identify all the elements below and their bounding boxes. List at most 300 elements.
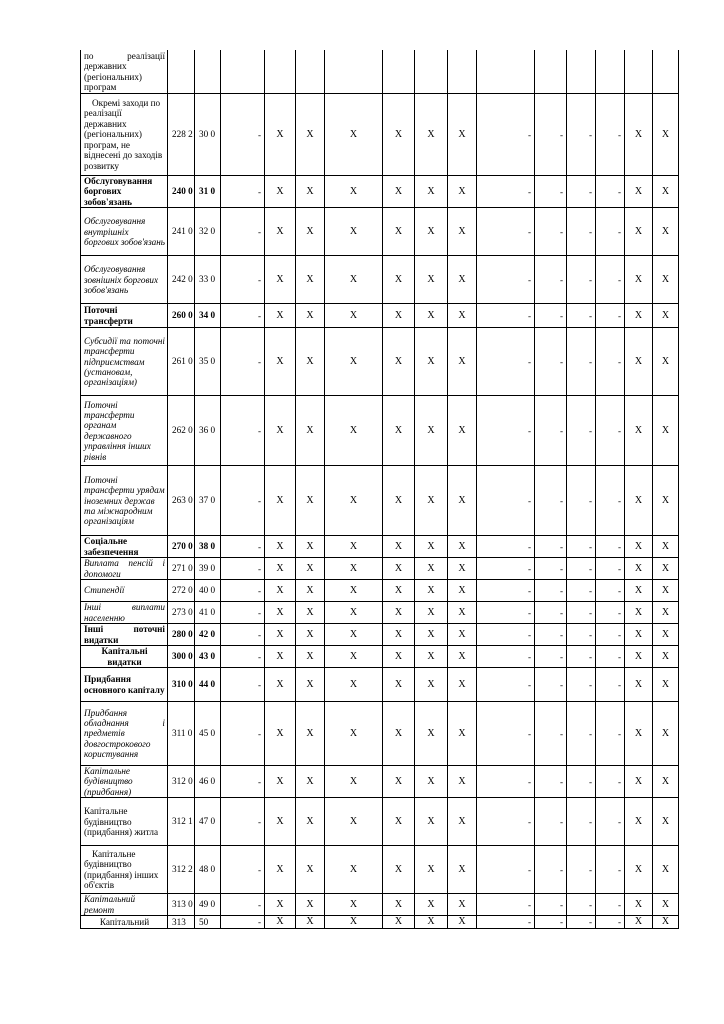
x-cell: X bbox=[265, 328, 296, 396]
dash-cell: - bbox=[596, 602, 625, 624]
table-row bbox=[81, 536, 678, 558]
dash-cell: - bbox=[477, 702, 535, 766]
x-cell: X bbox=[265, 208, 296, 256]
dash-cell: - bbox=[477, 798, 535, 846]
row-label: Поточні трансферти урядам іноземних держав та міжнародним організаціям bbox=[81, 466, 168, 536]
x-cell: X bbox=[625, 916, 653, 929]
dash-cell: - bbox=[596, 176, 625, 208]
table-row bbox=[81, 396, 678, 466]
dash-cell: - bbox=[535, 798, 567, 846]
dash-cell: - bbox=[567, 798, 596, 846]
row-code: 273 0 bbox=[168, 602, 195, 624]
row-line-number: 40 0 bbox=[195, 580, 221, 602]
x-cell: X bbox=[653, 602, 678, 624]
row-line-number: 50 bbox=[195, 916, 221, 929]
dash-cell: - bbox=[477, 646, 535, 668]
row-code: 312 1 bbox=[168, 798, 195, 846]
dash-cell: - bbox=[221, 766, 265, 798]
x-cell: X bbox=[325, 798, 383, 846]
dash-cell: - bbox=[477, 580, 535, 602]
table-row bbox=[81, 208, 678, 256]
table-row bbox=[81, 50, 678, 94]
dash-cell: - bbox=[477, 396, 535, 466]
table-row bbox=[81, 846, 678, 894]
empty-cell bbox=[325, 50, 383, 94]
dash-cell: - bbox=[535, 624, 567, 646]
x-cell: X bbox=[325, 602, 383, 624]
x-cell: X bbox=[625, 304, 653, 328]
x-cell: X bbox=[383, 602, 415, 624]
x-cell: X bbox=[325, 766, 383, 798]
x-cell: X bbox=[383, 328, 415, 396]
table-row bbox=[81, 176, 678, 208]
dash-cell: - bbox=[477, 536, 535, 558]
dash-cell: - bbox=[535, 176, 567, 208]
row-code: 228 2 bbox=[168, 94, 195, 176]
x-cell: X bbox=[415, 558, 448, 580]
dash-cell: - bbox=[596, 256, 625, 304]
dash-cell: - bbox=[596, 702, 625, 766]
x-cell: X bbox=[415, 766, 448, 798]
table-row bbox=[81, 646, 678, 668]
x-cell: X bbox=[265, 668, 296, 702]
empty-cell bbox=[221, 50, 265, 94]
row-label: Обслуговування внутрішніх боргових зобов'язань bbox=[81, 208, 168, 256]
dash-cell: - bbox=[567, 558, 596, 580]
row-line-number: 47 0 bbox=[195, 798, 221, 846]
x-cell: X bbox=[383, 894, 415, 916]
x-cell: X bbox=[625, 536, 653, 558]
row-code: 241 0 bbox=[168, 208, 195, 256]
x-cell: X bbox=[625, 894, 653, 916]
x-cell: X bbox=[448, 624, 477, 646]
x-cell: X bbox=[415, 94, 448, 176]
x-cell: X bbox=[653, 304, 678, 328]
x-cell: X bbox=[265, 256, 296, 304]
x-cell: X bbox=[653, 176, 678, 208]
x-cell: X bbox=[296, 466, 325, 536]
x-cell: X bbox=[653, 466, 678, 536]
row-label: Капітальне будівництво (придбання) інших об'єктів bbox=[81, 846, 168, 894]
dash-cell: - bbox=[567, 208, 596, 256]
dash-cell: - bbox=[221, 646, 265, 668]
x-cell: X bbox=[265, 624, 296, 646]
x-cell: X bbox=[448, 702, 477, 766]
row-line-number bbox=[195, 50, 221, 94]
dash-cell: - bbox=[567, 602, 596, 624]
x-cell: X bbox=[325, 624, 383, 646]
dash-cell: - bbox=[596, 558, 625, 580]
row-line-number: 33 0 bbox=[195, 256, 221, 304]
dash-cell: - bbox=[567, 916, 596, 929]
x-cell: X bbox=[296, 256, 325, 304]
x-cell: X bbox=[296, 328, 325, 396]
dash-cell: - bbox=[221, 558, 265, 580]
x-cell: X bbox=[448, 894, 477, 916]
x-cell: X bbox=[383, 580, 415, 602]
dash-cell: - bbox=[567, 894, 596, 916]
row-label: Придбання обладнання і предметів довгострокового користування bbox=[81, 702, 168, 766]
empty-cell bbox=[535, 50, 567, 94]
dash-cell: - bbox=[477, 304, 535, 328]
empty-cell bbox=[296, 50, 325, 94]
x-cell: X bbox=[448, 304, 477, 328]
row-code: 311 0 bbox=[168, 702, 195, 766]
x-cell: X bbox=[296, 396, 325, 466]
x-cell: X bbox=[415, 304, 448, 328]
x-cell: X bbox=[265, 894, 296, 916]
x-cell: X bbox=[325, 668, 383, 702]
x-cell: X bbox=[625, 798, 653, 846]
dash-cell: - bbox=[535, 702, 567, 766]
x-cell: X bbox=[625, 94, 653, 176]
dash-cell: - bbox=[567, 328, 596, 396]
x-cell: X bbox=[415, 798, 448, 846]
x-cell: X bbox=[325, 646, 383, 668]
dash-cell: - bbox=[567, 536, 596, 558]
dash-cell: - bbox=[535, 668, 567, 702]
row-code: 240 0 bbox=[168, 176, 195, 208]
x-cell: X bbox=[265, 766, 296, 798]
dash-cell: - bbox=[221, 580, 265, 602]
x-cell: X bbox=[653, 916, 678, 929]
x-cell: X bbox=[653, 256, 678, 304]
row-line-number: 45 0 bbox=[195, 702, 221, 766]
x-cell: X bbox=[325, 94, 383, 176]
x-cell: X bbox=[653, 766, 678, 798]
table-row bbox=[81, 304, 678, 328]
dash-cell: - bbox=[535, 536, 567, 558]
x-cell: X bbox=[265, 396, 296, 466]
x-cell: X bbox=[265, 580, 296, 602]
x-cell: X bbox=[448, 846, 477, 894]
dash-cell: - bbox=[477, 846, 535, 894]
dash-cell: - bbox=[477, 766, 535, 798]
x-cell: X bbox=[296, 702, 325, 766]
x-cell: X bbox=[448, 668, 477, 702]
x-cell: X bbox=[265, 176, 296, 208]
empty-cell bbox=[596, 50, 625, 94]
x-cell: X bbox=[415, 846, 448, 894]
x-cell: X bbox=[625, 208, 653, 256]
dash-cell: - bbox=[596, 668, 625, 702]
x-cell: X bbox=[653, 558, 678, 580]
dash-cell: - bbox=[596, 624, 625, 646]
x-cell: X bbox=[415, 646, 448, 668]
dash-cell: - bbox=[477, 208, 535, 256]
x-cell: X bbox=[653, 580, 678, 602]
row-label: Капітальний ремонт bbox=[81, 894, 168, 916]
x-cell: X bbox=[296, 208, 325, 256]
row-label: Виплата пенсій і допомоги bbox=[81, 558, 168, 580]
x-cell: X bbox=[325, 256, 383, 304]
row-code: 260 0 bbox=[168, 304, 195, 328]
row-label: по реалізації державних (регіональних) програм bbox=[81, 50, 168, 94]
table-row bbox=[81, 702, 678, 766]
row-line-number: 46 0 bbox=[195, 766, 221, 798]
x-cell: X bbox=[296, 94, 325, 176]
x-cell: X bbox=[383, 304, 415, 328]
row-line-number: 41 0 bbox=[195, 602, 221, 624]
row-line-number: 44 0 bbox=[195, 668, 221, 702]
dash-cell: - bbox=[567, 580, 596, 602]
x-cell: X bbox=[625, 396, 653, 466]
dash-cell: - bbox=[221, 602, 265, 624]
empty-cell bbox=[567, 50, 596, 94]
x-cell: X bbox=[325, 894, 383, 916]
table-row bbox=[81, 916, 678, 929]
empty-cell bbox=[448, 50, 477, 94]
x-cell: X bbox=[625, 580, 653, 602]
table-row bbox=[81, 558, 678, 580]
x-cell: X bbox=[265, 304, 296, 328]
row-line-number: 48 0 bbox=[195, 846, 221, 894]
row-line-number: 42 0 bbox=[195, 624, 221, 646]
row-line-number: 37 0 bbox=[195, 466, 221, 536]
dash-cell: - bbox=[477, 624, 535, 646]
row-code: 312 2 bbox=[168, 846, 195, 894]
dash-cell: - bbox=[535, 328, 567, 396]
x-cell: X bbox=[625, 176, 653, 208]
x-cell: X bbox=[383, 208, 415, 256]
row-label: Поточні трансферти bbox=[81, 304, 168, 328]
dash-cell: - bbox=[567, 256, 596, 304]
x-cell: X bbox=[625, 624, 653, 646]
x-cell: X bbox=[415, 328, 448, 396]
dash-cell: - bbox=[535, 602, 567, 624]
dash-cell: - bbox=[477, 558, 535, 580]
x-cell: X bbox=[448, 536, 477, 558]
row-code: 313 bbox=[168, 916, 195, 929]
x-cell: X bbox=[325, 328, 383, 396]
dash-cell: - bbox=[535, 766, 567, 798]
x-cell: X bbox=[383, 766, 415, 798]
dash-cell: - bbox=[221, 702, 265, 766]
row-code: 261 0 bbox=[168, 328, 195, 396]
x-cell: X bbox=[383, 702, 415, 766]
x-cell: X bbox=[325, 580, 383, 602]
row-label: Придбання основного капіталу bbox=[81, 668, 168, 702]
x-cell: X bbox=[296, 798, 325, 846]
x-cell: X bbox=[625, 668, 653, 702]
row-line-number: 35 0 bbox=[195, 328, 221, 396]
x-cell: X bbox=[383, 256, 415, 304]
row-label: Обслуговування боргових зобов'язань bbox=[81, 176, 168, 208]
dash-cell: - bbox=[221, 396, 265, 466]
dash-cell: - bbox=[535, 894, 567, 916]
x-cell: X bbox=[383, 466, 415, 536]
x-cell: X bbox=[448, 602, 477, 624]
x-cell: X bbox=[265, 536, 296, 558]
table-row bbox=[81, 766, 678, 798]
row-code: 310 0 bbox=[168, 668, 195, 702]
x-cell: X bbox=[296, 536, 325, 558]
dash-cell: - bbox=[221, 536, 265, 558]
budget-table bbox=[80, 50, 679, 929]
x-cell: X bbox=[265, 94, 296, 176]
dash-cell: - bbox=[535, 94, 567, 176]
table-row bbox=[81, 602, 678, 624]
x-cell: X bbox=[415, 702, 448, 766]
dash-cell: - bbox=[221, 256, 265, 304]
x-cell: X bbox=[448, 798, 477, 846]
x-cell: X bbox=[383, 624, 415, 646]
x-cell: X bbox=[448, 916, 477, 929]
x-cell: X bbox=[296, 176, 325, 208]
x-cell: X bbox=[415, 466, 448, 536]
empty-cell bbox=[477, 50, 535, 94]
x-cell: X bbox=[653, 646, 678, 668]
empty-cell bbox=[415, 50, 448, 94]
x-cell: X bbox=[383, 916, 415, 929]
row-code: 313 0 bbox=[168, 894, 195, 916]
dash-cell: - bbox=[596, 208, 625, 256]
x-cell: X bbox=[383, 668, 415, 702]
row-line-number: 38 0 bbox=[195, 536, 221, 558]
dash-cell: - bbox=[596, 466, 625, 536]
dash-cell: - bbox=[567, 304, 596, 328]
row-line-number: 43 0 bbox=[195, 646, 221, 668]
table-row bbox=[81, 466, 678, 536]
row-code: 272 0 bbox=[168, 580, 195, 602]
x-cell: X bbox=[383, 396, 415, 466]
x-cell: X bbox=[448, 580, 477, 602]
dash-cell: - bbox=[477, 916, 535, 929]
x-cell: X bbox=[265, 846, 296, 894]
dash-cell: - bbox=[221, 624, 265, 646]
x-cell: X bbox=[625, 256, 653, 304]
row-line-number: 32 0 bbox=[195, 208, 221, 256]
x-cell: X bbox=[415, 396, 448, 466]
x-cell: X bbox=[296, 916, 325, 929]
table-row bbox=[81, 624, 678, 646]
x-cell: X bbox=[625, 646, 653, 668]
row-line-number: 31 0 bbox=[195, 176, 221, 208]
dash-cell: - bbox=[535, 256, 567, 304]
row-label: Капітальне будівництво (придбання) bbox=[81, 766, 168, 798]
row-code: 242 0 bbox=[168, 256, 195, 304]
dash-cell: - bbox=[535, 304, 567, 328]
row-label: Інші поточні видатки bbox=[81, 624, 168, 646]
table-row bbox=[81, 256, 678, 304]
x-cell: X bbox=[325, 396, 383, 466]
row-line-number: 34 0 bbox=[195, 304, 221, 328]
x-cell: X bbox=[383, 94, 415, 176]
x-cell: X bbox=[625, 766, 653, 798]
x-cell: X bbox=[296, 304, 325, 328]
row-code: 271 0 bbox=[168, 558, 195, 580]
x-cell: X bbox=[653, 846, 678, 894]
dash-cell: - bbox=[567, 94, 596, 176]
x-cell: X bbox=[415, 580, 448, 602]
row-line-number: 36 0 bbox=[195, 396, 221, 466]
empty-cell bbox=[383, 50, 415, 94]
dash-cell: - bbox=[567, 624, 596, 646]
table-row bbox=[81, 894, 678, 916]
dash-cell: - bbox=[596, 916, 625, 929]
dash-cell: - bbox=[477, 602, 535, 624]
dash-cell: - bbox=[535, 558, 567, 580]
x-cell: X bbox=[296, 766, 325, 798]
x-cell: X bbox=[415, 176, 448, 208]
x-cell: X bbox=[325, 304, 383, 328]
row-line-number: 39 0 bbox=[195, 558, 221, 580]
dash-cell: - bbox=[221, 208, 265, 256]
row-code: 280 0 bbox=[168, 624, 195, 646]
x-cell: X bbox=[325, 466, 383, 536]
x-cell: X bbox=[625, 558, 653, 580]
x-cell: X bbox=[265, 798, 296, 846]
dash-cell: - bbox=[221, 798, 265, 846]
table-row bbox=[81, 798, 678, 846]
dash-cell: - bbox=[221, 304, 265, 328]
dash-cell: - bbox=[477, 466, 535, 536]
x-cell: X bbox=[325, 176, 383, 208]
x-cell: X bbox=[448, 94, 477, 176]
row-code: 270 0 bbox=[168, 536, 195, 558]
x-cell: X bbox=[625, 466, 653, 536]
x-cell: X bbox=[448, 176, 477, 208]
x-cell: X bbox=[296, 624, 325, 646]
dash-cell: - bbox=[477, 894, 535, 916]
x-cell: X bbox=[448, 466, 477, 536]
dash-cell: - bbox=[596, 846, 625, 894]
x-cell: X bbox=[653, 894, 678, 916]
dash-cell: - bbox=[596, 894, 625, 916]
x-cell: X bbox=[296, 580, 325, 602]
x-cell: X bbox=[448, 396, 477, 466]
dash-cell: - bbox=[477, 256, 535, 304]
dash-cell: - bbox=[567, 466, 596, 536]
dash-cell: - bbox=[477, 176, 535, 208]
x-cell: X bbox=[415, 602, 448, 624]
table-row bbox=[81, 580, 678, 602]
dash-cell: - bbox=[596, 580, 625, 602]
dash-cell: - bbox=[596, 766, 625, 798]
x-cell: X bbox=[653, 208, 678, 256]
x-cell: X bbox=[653, 396, 678, 466]
x-cell: X bbox=[383, 176, 415, 208]
x-cell: X bbox=[265, 466, 296, 536]
dash-cell: - bbox=[596, 646, 625, 668]
row-label: Обслуговування зовнішніх боргових зобов'язань bbox=[81, 256, 168, 304]
table-row bbox=[81, 94, 678, 176]
dash-cell: - bbox=[567, 702, 596, 766]
dash-cell: - bbox=[221, 894, 265, 916]
dash-cell: - bbox=[221, 466, 265, 536]
dash-cell: - bbox=[567, 668, 596, 702]
dash-cell: - bbox=[567, 846, 596, 894]
row-code bbox=[168, 50, 195, 94]
x-cell: X bbox=[653, 668, 678, 702]
x-cell: X bbox=[653, 328, 678, 396]
x-cell: X bbox=[383, 646, 415, 668]
x-cell: X bbox=[448, 558, 477, 580]
dash-cell: - bbox=[221, 846, 265, 894]
x-cell: X bbox=[265, 916, 296, 929]
x-cell: X bbox=[265, 646, 296, 668]
row-label: Субсидії та поточні трансферти підприємствам (установам, організаціям) bbox=[81, 328, 168, 396]
x-cell: X bbox=[265, 702, 296, 766]
x-cell: X bbox=[383, 558, 415, 580]
dash-cell: - bbox=[221, 328, 265, 396]
empty-cell bbox=[265, 50, 296, 94]
row-label: Капітальний bbox=[81, 916, 168, 929]
dash-cell: - bbox=[535, 396, 567, 466]
dash-cell: - bbox=[567, 766, 596, 798]
dash-cell: - bbox=[567, 176, 596, 208]
dash-cell: - bbox=[535, 916, 567, 929]
